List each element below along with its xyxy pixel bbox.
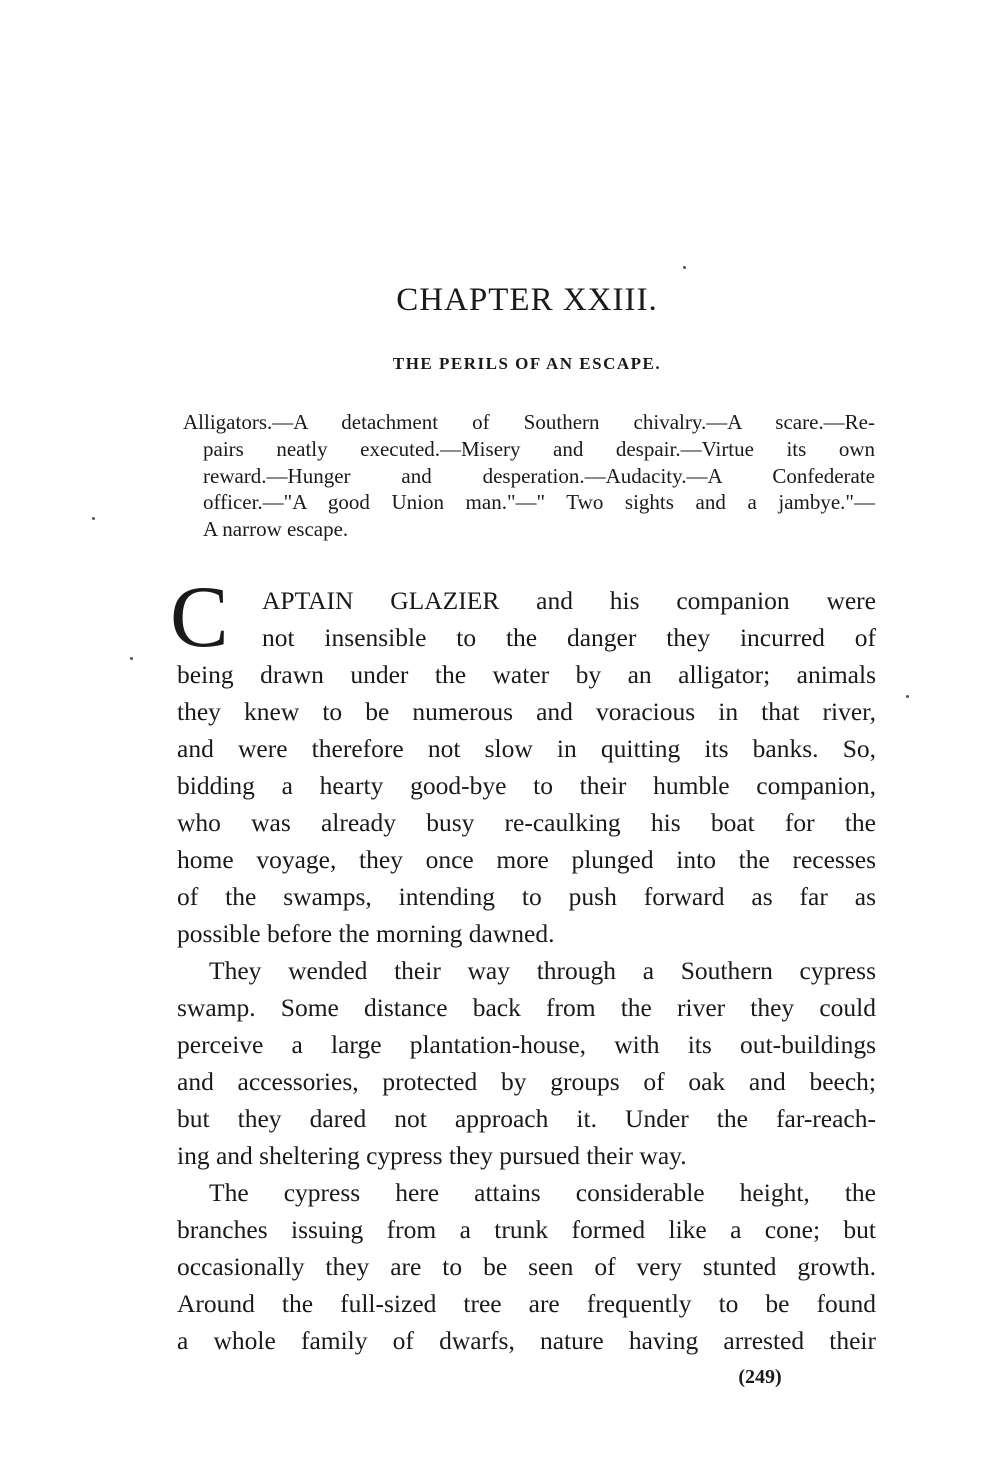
page-number: (249) <box>738 1366 782 1388</box>
chapter-synopsis <box>183 409 875 543</box>
text-line: swamp. Some distance back from the river they could <box>177 993 876 1022</box>
text-line: a whole family of dwarfs, nature having arrested their <box>177 1326 876 1355</box>
synopsis-line: Alligators.—A detachment of Southern chivalry.—A scare.—Re- <box>183 410 875 434</box>
print-speck <box>92 517 95 520</box>
text-line: Around the full-sized tree are frequently to be found <box>177 1289 876 1318</box>
print-speck <box>683 266 686 269</box>
drop-cap: C <box>170 569 229 666</box>
text-line: ing and sheltering cypress they pursued their way. <box>177 1141 687 1170</box>
text-line: perceive a large plantation-house, with its out-buildings <box>177 1030 876 1059</box>
synopsis-line: officer.—"A good Union man."—" Two sights and a jambye."— <box>203 490 875 515</box>
text-line: APTAIN GLAZIER and his companion were <box>262 586 876 615</box>
text-line: of the swamps, intending to push forward as far as <box>177 882 876 911</box>
print-speck <box>130 657 133 660</box>
text-line: They wended their way through a Southern cypress <box>209 956 876 985</box>
body-text <box>170 569 876 1359</box>
synopsis-line: A narrow escape. <box>203 517 349 542</box>
text-line: bidding a hearty good-bye to their humble companion, <box>177 771 876 800</box>
text-line: not insensible to the danger they incurred of <box>262 623 876 652</box>
text-line: they knew to be numerous and voracious in that river, <box>177 697 876 726</box>
synopsis-line: pairs neatly executed.—Misery and despair.—Virtue its own <box>203 436 875 461</box>
text-line: home voyage, they once more plunged into the recesses <box>177 845 876 874</box>
text-line: occasionally they are to be seen of very stunted growth. <box>177 1252 876 1281</box>
text-line: and accessories, protected by groups of oak and beech; <box>177 1067 876 1096</box>
text-line: The cypress here attains considerable height, the <box>209 1178 876 1207</box>
text-line: and were therefore not slow in quitting its banks. So, <box>177 734 876 763</box>
text-line: branches issuing from a trunk formed like a cone; but <box>177 1215 876 1244</box>
synopsis-line: reward.—Hunger and desperation.—Audacity.—A Confederate <box>203 463 875 488</box>
chapter-number: CHAPTER XXIII. <box>396 282 658 318</box>
print-speck <box>906 695 909 698</box>
text-line: possible before the morning dawned. <box>177 919 555 948</box>
text-line: but they dared not approach it. Under the far-reach- <box>177 1104 876 1133</box>
text-line: being drawn under the water by an alligator; animals <box>177 660 876 689</box>
text-line: who was already busy re-caulking his boat for the <box>177 808 876 837</box>
chapter-title: THE PERILS OF AN ESCAPE. <box>392 354 662 373</box>
